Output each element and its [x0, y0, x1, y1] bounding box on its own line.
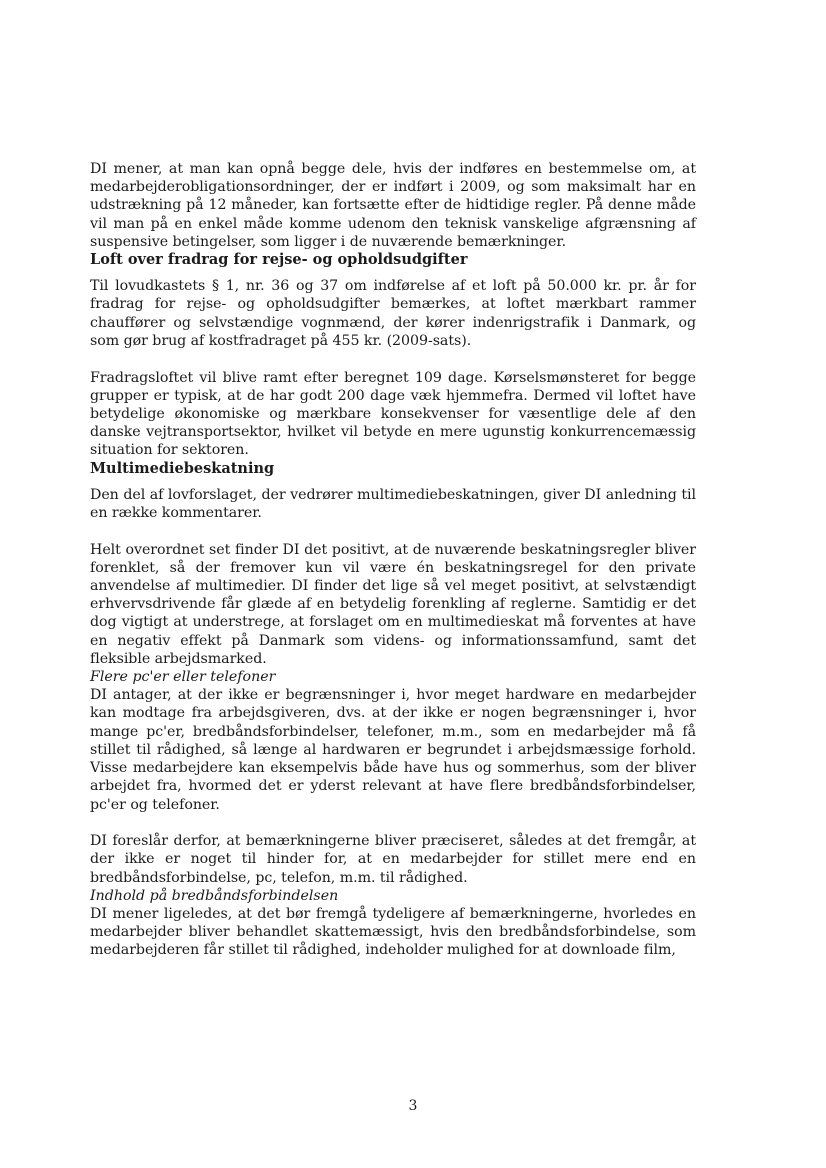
- subheading-indhold-bredbaand: Indhold på bredbåndsforbindelsen: [90, 887, 339, 904]
- subheading-flere-pcer: Flere pc'er eller telefoner: [90, 669, 276, 686]
- paragraph-di-foreslaar: DI foreslår derfor, at bemærkningerne bliver præciseret, således at det fremgår, at der ikke er noget til hinder for, at en medarbejder for stillet mere end en bredbåndsforbindelse, pc, telefon, m.m. til rådighed.: [90, 833, 696, 886]
- paragraph-medarbejderobligationer: DI mener, at man kan opnå begge dele, hvis der indføres en bestemmelse om, at medarbejderobligationsordninger, der er indført i 2009, og som maksimalt har en udstrækning på 12 måneder, kan fortsætte efter de hidtidige regler. På denne måde vil man på en enkel måde komme udenom den teknisk vanskelige afgrænsning af suspensive betingelser, som ligger i de nuværende bemærkninger.: [90, 161, 696, 250]
- paragraph-hardware: DI antager, at der ikke er begrænsninger i, hvor meget hardware en medarbejder kan modtage fra arbejdsgiveren, dvs. at der ikke er nogen begrænsninger i, hvor mange pc'er, bredbåndsforbindelser, telefoner, m.m., som en medarbejder må få stillet til rådighed, så længe al hardwaren er begrundet i arbejdsmæssige forhold. Visse medarbejdere kan eksempelvis både have hus og sommerhus, som der bliver arbejdet fra, hvormed det er yderst relevant at have flere bredbåndsforbindelser, pc'er og telefoner.: [90, 687, 696, 813]
- paragraph-fradragsloftet: Fradragsloftet vil blive ramt efter beregnet 109 dage. Kørselsmønsteret for begge grupper er typisk, at de har godt 200 dage væk hjemmefra. Dermed vil loftet have betydelige økonomiske og mærkbare konsekvenser for væsentlige dele af den danske vejtransportsektor, hvilket vil betyde en mere ugunstig konkurrencemæssig situation for sektoren.: [90, 369, 696, 459]
- heading-loft-over-fradrag: Loft over fradrag for rejse- og opholdsudgifter: [90, 251, 468, 269]
- paragraph-lovudkast-loft: Til lovudkastets § 1, nr. 36 og 37 om indførelse af et loft på 50.000 kr. pr. år for fradrag for rejse- og opholdsudgifter bemærkes, at loftet mærkbart rammer chauffører og selvstændige vognmænd, der kører indenrigstrafik i Danmark, og som gør brug af kostfradraget på 455 kr. (2009-sats).: [90, 278, 696, 349]
- paragraph-ligeledes: DI mener ligeledes, at det bør fremgå tydeligere af bemærkningerne, hvorledes en medarbejder bliver behandlet skattemæssigt, hvis den bredbåndsforbindelse, som medarbejderen får stillet til rådighed, indeholder mulighed for at downloade film,: [90, 906, 696, 959]
- document-page: [90, 160, 696, 960]
- paragraph-overordnet: Helt overordnet set finder DI det positivt, at de nuværende beskatningsregler bliver forenklet, så der fremover kun vil være én beskatningsregel for den private anvendelse af multimedier. DI finder det lige så vel meget positivt, at selvstændigt erhvervsdrivende får glæde af en betydelig forenkling af reglerne. Samtidig er det dog vigtigt at understrege, at forslaget om en multimedieskat må forventes at have en negativ effekt på Danmark som videns- og informationssamfund, samt det fleksible arbejdsmarked.: [90, 541, 696, 667]
- paragraph-multimedie-intro: Den del af lovforslaget, der vedrører multimediebeskatningen, giver DI anledning til en række kommentarer.: [90, 486, 696, 521]
- heading-multimediebeskatning: Multimediebeskatning: [90, 459, 275, 477]
- page-number: 3: [408, 1098, 418, 1114]
